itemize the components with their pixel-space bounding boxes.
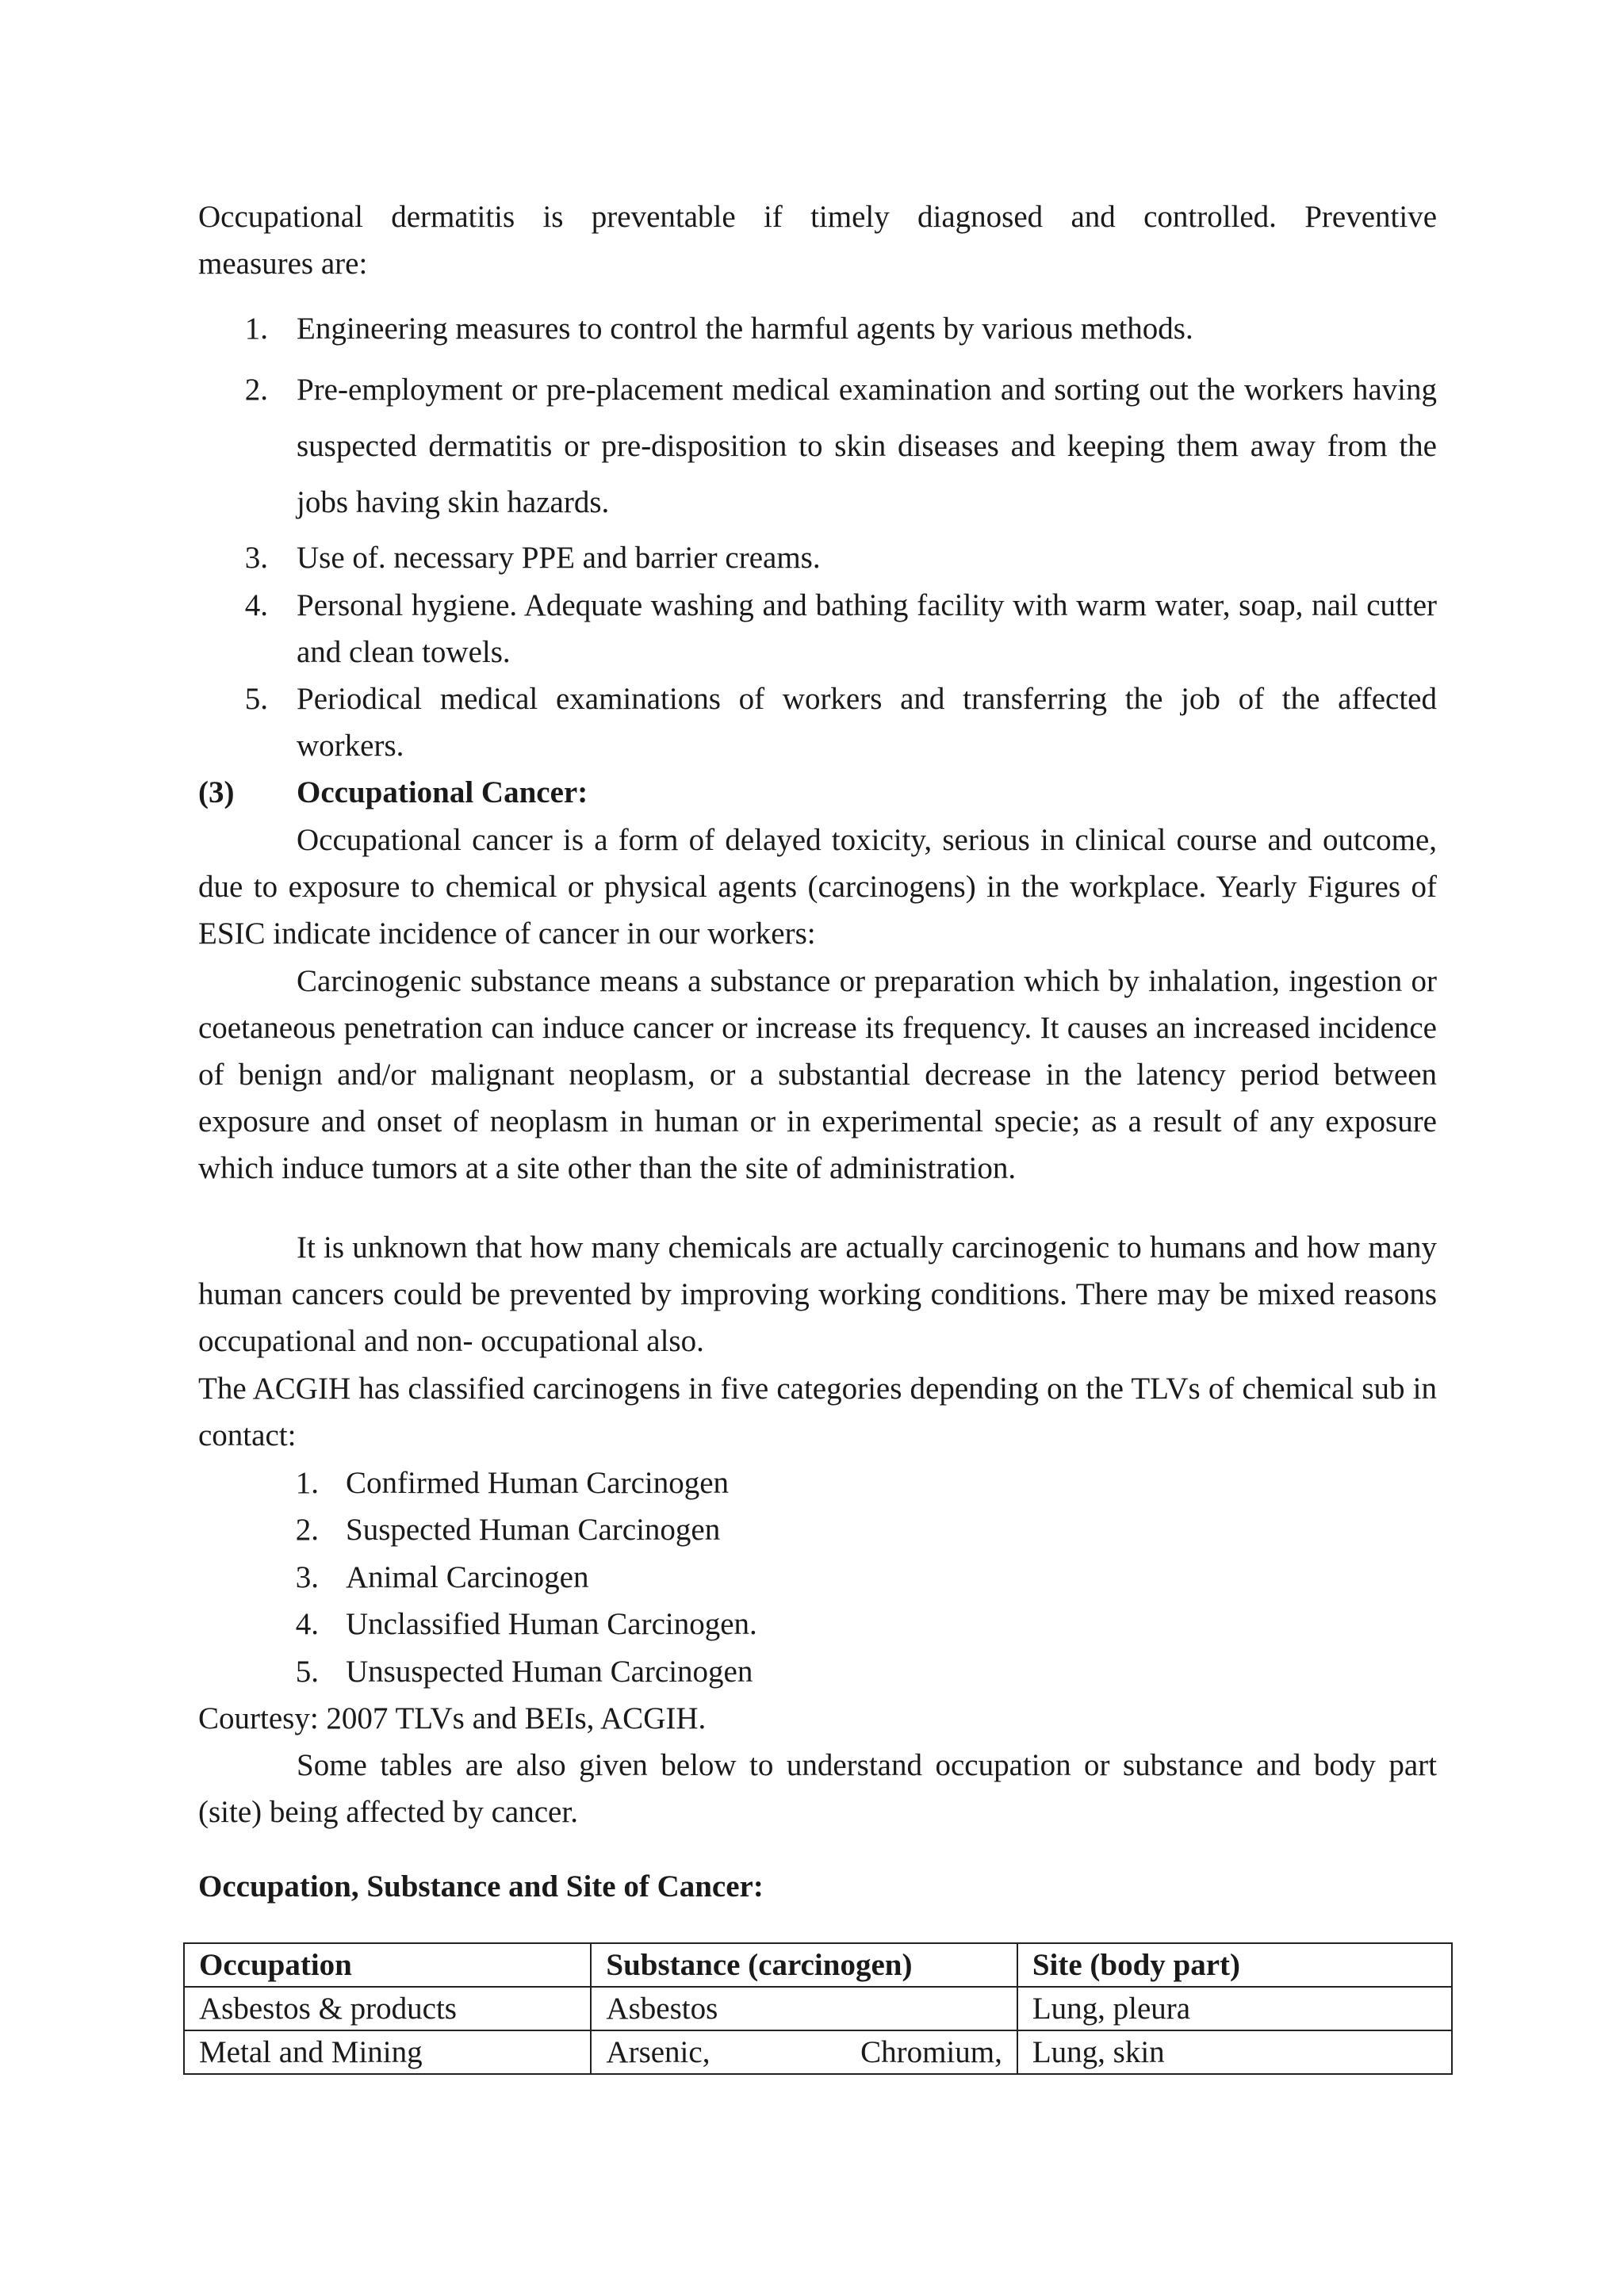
list-number: 5. [295, 1655, 319, 1689]
occupation-substance-site-table [183, 1942, 1453, 2075]
table-row [184, 2030, 1452, 2074]
list-item [198, 362, 1437, 530]
section-label: (3) [198, 775, 235, 809]
list-text: Periodical medical examinations of workers and transferring the job of the affected workers. [297, 682, 1437, 763]
table-title: Occupation, Substance and Site of Cancer: [198, 1869, 764, 1904]
list-text: Engineering measures to control the harmful agents by various methods. [297, 312, 1193, 346]
table-cell: Asbestos & products [184, 1987, 591, 2030]
list-item [198, 675, 1437, 769]
list-number: 1. [295, 1466, 319, 1500]
table-cell: Metal and Mining [184, 2030, 591, 2074]
paragraph-tables-intro: Some tables are also given below to understand occupation or substance and body part (site) being affected by cancer. [198, 1748, 1437, 1829]
table-cell: Lung, skin [1017, 2030, 1452, 2074]
list-text: Use of. necessary PPE and barrier creams. [297, 541, 821, 575]
list-text: Unclassified Human Carcinogen. [346, 1607, 757, 1641]
paragraph-carcinogenic-substance: Carcinogenic substance means a substance or preparation which by inhalation, ingestion or coetaneous penetration can induce cancer or increase its frequency. It causes an increased incidence of benign and/or malignant neoplasm, or a substantial decrease in the latency period between exposure and onset of neoplasm in human or in experimental specie; as a result of any exposure which induce tumors at a site other than the site of administration. [198, 964, 1437, 1185]
intro-line-2: measures are: [198, 247, 368, 281]
table-cell: Lung, pleura [1017, 1987, 1452, 2030]
table-row [184, 1987, 1452, 2030]
list-number: 4. [244, 588, 268, 622]
list-text: Pre-employment or pre-placement medical examination and sorting out the workers having suspected dermatitis or pre-disposition to skin diseases and keeping them away from the jobs having skin hazards. [297, 373, 1437, 519]
paragraph-unknown-chemicals: It is unknown that how many chemicals are actually carcinogenic to humans and how many human cancers could be prevented by improving working conditions. There may be mixed reasons occupational and non- occupational also. [198, 1230, 1437, 1358]
list-item [198, 1554, 589, 1601]
list-text: Confirmed Human Carcinogen [346, 1466, 730, 1500]
intro-line-1: Occupational dermatitis is preventable if timely diagnosed and controlled. Preventive [198, 200, 1437, 234]
courtesy-note: Courtesy: 2007 TLVs and BEIs, ACGIH. [198, 1701, 707, 1735]
list-text: Personal hygiene. Adequate washing and bathing facility with warm water, soap, nail cutter and clean towels. [297, 588, 1437, 669]
list-item [198, 1460, 729, 1506]
table-header-cell: Substance (carcinogen) [591, 1943, 1017, 1987]
list-number: 3. [244, 541, 268, 575]
paragraph-acgih: The ACGIH has classified carcinogens in five categories depending on the TLVs of chemical sub in contact: [198, 1372, 1437, 1452]
section-title: Occupational Cancer: [297, 775, 588, 809]
table-cell: Arsenic, Chromium, [591, 2030, 1017, 2074]
list-number: 4. [295, 1607, 319, 1641]
list-item [198, 1648, 753, 1695]
table-header-row [184, 1943, 1452, 1987]
list-number: 2. [244, 373, 268, 407]
paragraph-definition: Occupational cancer is a form of delayed toxicity, serious in clinical course and outcome, due to exposure to chemical or physical agents (carcinogens) in the workplace. Yearly Figures of ESIC indicate incidence of cancer in our workers: [198, 823, 1437, 951]
list-item [198, 305, 1437, 352]
list-number: 3. [295, 1560, 319, 1594]
list-number: 5. [244, 682, 268, 716]
list-number: 2. [295, 1513, 319, 1547]
list-number: 1. [244, 312, 268, 346]
table-header-cell: Occupation [184, 1943, 591, 1987]
list-text: Unsuspected Human Carcinogen [346, 1655, 753, 1689]
section-heading [198, 769, 588, 816]
list-item [198, 1506, 720, 1553]
list-text: Suspected Human Carcinogen [346, 1513, 721, 1547]
intro-paragraph [198, 193, 1437, 287]
table-cell: Asbestos [591, 1987, 1017, 2030]
list-item [198, 582, 1437, 675]
list-item [198, 534, 1437, 581]
list-text: Animal Carcinogen [346, 1560, 589, 1594]
list-item [198, 1601, 757, 1647]
table-header-cell: Site (body part) [1017, 1943, 1452, 1987]
